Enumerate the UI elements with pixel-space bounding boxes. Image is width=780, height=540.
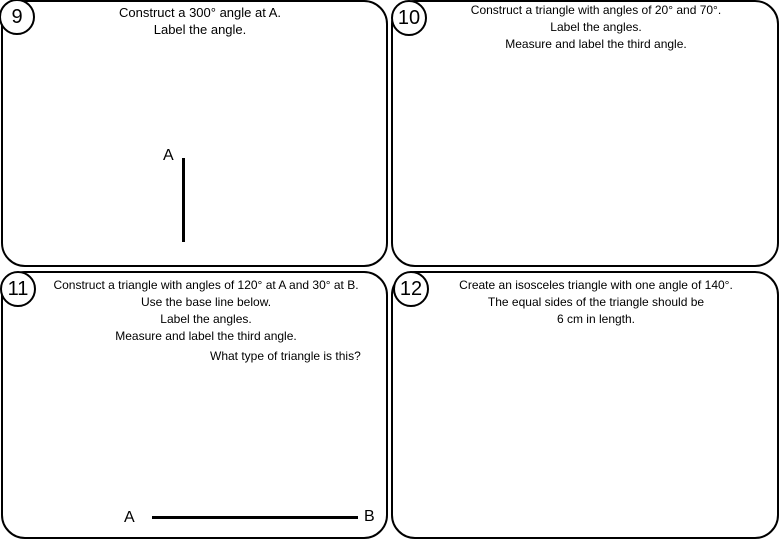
question-12-number: 12 [393, 271, 429, 307]
question-12-line: 6 cm in length. [556, 312, 636, 326]
question-9-number: 9 [0, 0, 35, 35]
question-11-line: Measure and label the third angle. [115, 329, 297, 343]
question-12-line: The equal sides of the triangle should be [487, 295, 705, 309]
question-11-line: Use the base line below. [140, 295, 272, 309]
base-line [152, 516, 358, 519]
question-10-line: Construct a triangle with angles of 20° and 70°. [470, 3, 722, 17]
question-12-text [410, 277, 780, 328]
question-10-text [410, 2, 780, 53]
question-9-line: Label the angle. [153, 22, 247, 37]
question-11-line: Construct a triangle with angles of 120° at A and 30° at B. [53, 278, 359, 292]
question-11-prompt: What type of triangle is this? [210, 349, 361, 363]
vertical-ray-line [182, 158, 185, 242]
question-11-number: 11 [0, 271, 36, 307]
question-12-line: Create an isosceles triangle with one angle of 140°. [459, 278, 733, 292]
question-10-number: 10 [391, 0, 427, 36]
question-9-line: Construct a 300° angle at A. [118, 5, 282, 20]
point-a-label: A [163, 147, 174, 164]
question-10-line: Measure and label the third angle. [505, 37, 687, 51]
question-11-line: Label the angles. [160, 312, 252, 326]
point-a-label: A [124, 509, 135, 526]
question-9-text [40, 4, 360, 38]
point-b-label: B [364, 508, 375, 525]
question-9-card [1, 0, 388, 267]
question-10-line: Label the angles. [550, 20, 642, 34]
question-11-text [40, 277, 372, 345]
